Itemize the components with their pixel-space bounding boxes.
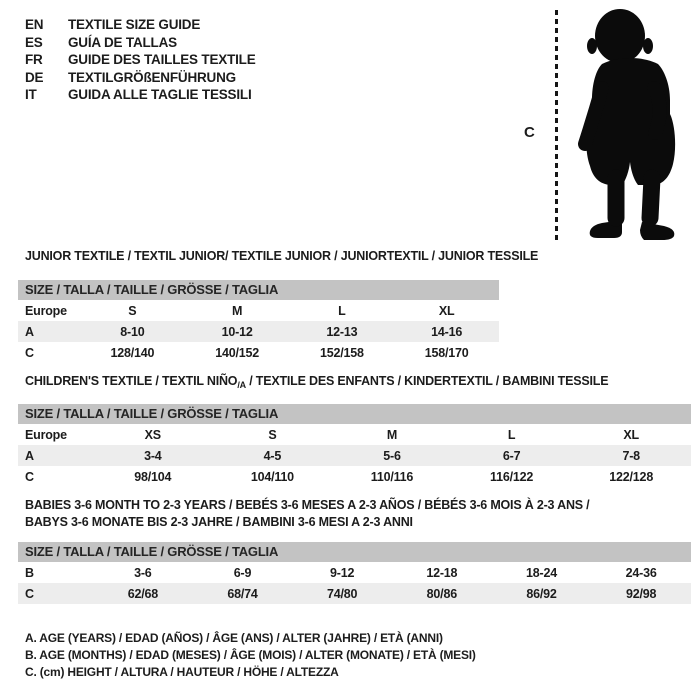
cell: 3-4 [144, 448, 162, 463]
cell: 98/104 [134, 469, 172, 484]
cell: 74/80 [327, 586, 358, 601]
cell: 158/170 [424, 345, 469, 360]
cell: 122/128 [609, 469, 654, 484]
row-label: Europe [25, 303, 67, 318]
cell: 6-7 [502, 448, 521, 463]
lang-code: IT [25, 87, 37, 103]
cell: 10-12 [221, 324, 253, 339]
table-row [18, 424, 691, 445]
row-label: Europe [25, 427, 67, 442]
cell: 5-6 [383, 448, 401, 463]
cell: 3-6 [134, 565, 152, 580]
cell: XS [144, 427, 161, 442]
title-text: BABIES 3-6 MONTH TO 2-3 YEARS / BEBÉS 3-6 MESES A 2-3 AÑOS / BÉBÉS 3-6 MOIS À 2-3 ANS / [25, 498, 590, 512]
lang-row-fr [25, 51, 256, 69]
row-label: C [25, 469, 34, 484]
cell: 128/140 [110, 345, 155, 360]
table-row [18, 445, 691, 466]
table-row [18, 583, 691, 604]
lang-code: DE [25, 69, 44, 85]
cell: XL [438, 303, 455, 318]
row-label: A [25, 448, 34, 463]
children-table-title [25, 374, 608, 390]
cell: 8-10 [120, 324, 145, 339]
title-text: CHILDREN'S TEXTILE / TEXTIL NIÑO [25, 374, 238, 388]
lang-label: GUIDE DES TAILLES TEXTILE [68, 52, 256, 68]
lang-row-de [25, 69, 256, 87]
cell: 6-9 [233, 565, 252, 580]
cell: L [338, 303, 346, 318]
legend-line-c: C. (cm) HEIGHT / ALTURA / HAUTEUR / HÖHE / ALTEZZA [25, 665, 339, 680]
cell: 86/92 [526, 586, 557, 601]
babies-table-title-line2: BABYS 3-6 MONATE BIS 2-3 JAHRE / BAMBINI 3-6 MESI A 2-3 ANNI [25, 515, 413, 529]
cell: M [232, 303, 243, 318]
cell: L [507, 427, 516, 442]
cell: S [268, 427, 277, 442]
legend-line-a: A. AGE (YEARS) / EDAD (AÑOS) / ÂGE (ANS) / ALTER (JAHRE) / ETÀ (ANNI) [25, 631, 443, 645]
cell: 9-12 [330, 565, 355, 580]
babies-size-table [18, 542, 691, 604]
cell: 24-36 [625, 565, 657, 580]
lang-row-es [25, 34, 256, 52]
cell: S [128, 303, 137, 318]
row-label: A [25, 324, 34, 339]
table-row [18, 300, 499, 321]
table-header: SIZE / TALLA / TAILLE / GRÖSSE / TAGLIA [18, 404, 691, 424]
table-header: SIZE / TALLA / TAILLE / GRÖSSE / TAGLIA [18, 280, 499, 300]
lang-code: EN [25, 17, 44, 32]
cell: 104/110 [250, 469, 294, 484]
cell: 116/122 [490, 469, 534, 484]
title-subscript: /A [237, 380, 246, 390]
table-row [18, 562, 691, 583]
lang-label: TEXTILGRÖßENFÜHRUNG [68, 69, 236, 85]
row-label: B [25, 565, 34, 580]
cell: 12-18 [426, 565, 458, 580]
lang-row-en [25, 16, 256, 34]
cell: M [386, 427, 398, 442]
toddler-silhouette-icon [558, 8, 698, 250]
cell: 110/116 [370, 469, 414, 484]
babies-table-title-line1 [25, 498, 589, 512]
children-size-table [18, 404, 691, 487]
lang-row-it [25, 86, 256, 104]
cell: 62/68 [127, 586, 158, 601]
cell: 4-5 [263, 448, 282, 463]
cell: 14-16 [431, 324, 463, 339]
junior-size-table [18, 280, 499, 363]
cell: 140/152 [215, 345, 260, 360]
lang-label: GUÍA DE TALLAS [68, 34, 177, 50]
title-text: / TEXTILE DES ENFANTS / KINDERTEXTIL / BAMBINI TESSILE [245, 374, 609, 388]
title-text: JUNIOR TEXTILE / TEXTIL JUNIOR/ TEXTILE JUNIOR / JUNIORTEXTIL / JUNIOR TESSILE [25, 249, 539, 263]
row-label: C [25, 586, 34, 601]
cell: 80/86 [426, 586, 457, 601]
table-row [18, 466, 691, 487]
row-label: C [25, 345, 34, 360]
table-row [18, 321, 499, 342]
cell: 12-13 [326, 324, 358, 339]
junior-table-title [25, 249, 538, 265]
cell: 18-24 [526, 565, 557, 580]
language-title-list [25, 16, 256, 104]
cell: XL [623, 427, 639, 442]
height-measure-label: C [524, 124, 535, 141]
legend-line-b: B. AGE (MONTHS) / EDAD (MESES) / ÂGE (MOIS) / ALTER (MONATE) / ETÀ (MESI) [25, 648, 476, 663]
lang-label: TEXTILE SIZE GUIDE [68, 17, 201, 32]
cell: 7-8 [622, 448, 640, 463]
lang-label: GUIDA ALLE TAGLIE TESSILI [68, 87, 252, 103]
cell: 152/158 [319, 345, 364, 360]
legend [25, 630, 476, 682]
cell: 92/98 [626, 586, 657, 601]
table-header: SIZE / TALLA / TAILLE / GRÖSSE / TAGLIA [18, 542, 691, 562]
cell: 68/74 [227, 586, 258, 601]
lang-code: ES [25, 34, 43, 50]
lang-code: FR [25, 52, 43, 68]
table-row [18, 342, 499, 363]
